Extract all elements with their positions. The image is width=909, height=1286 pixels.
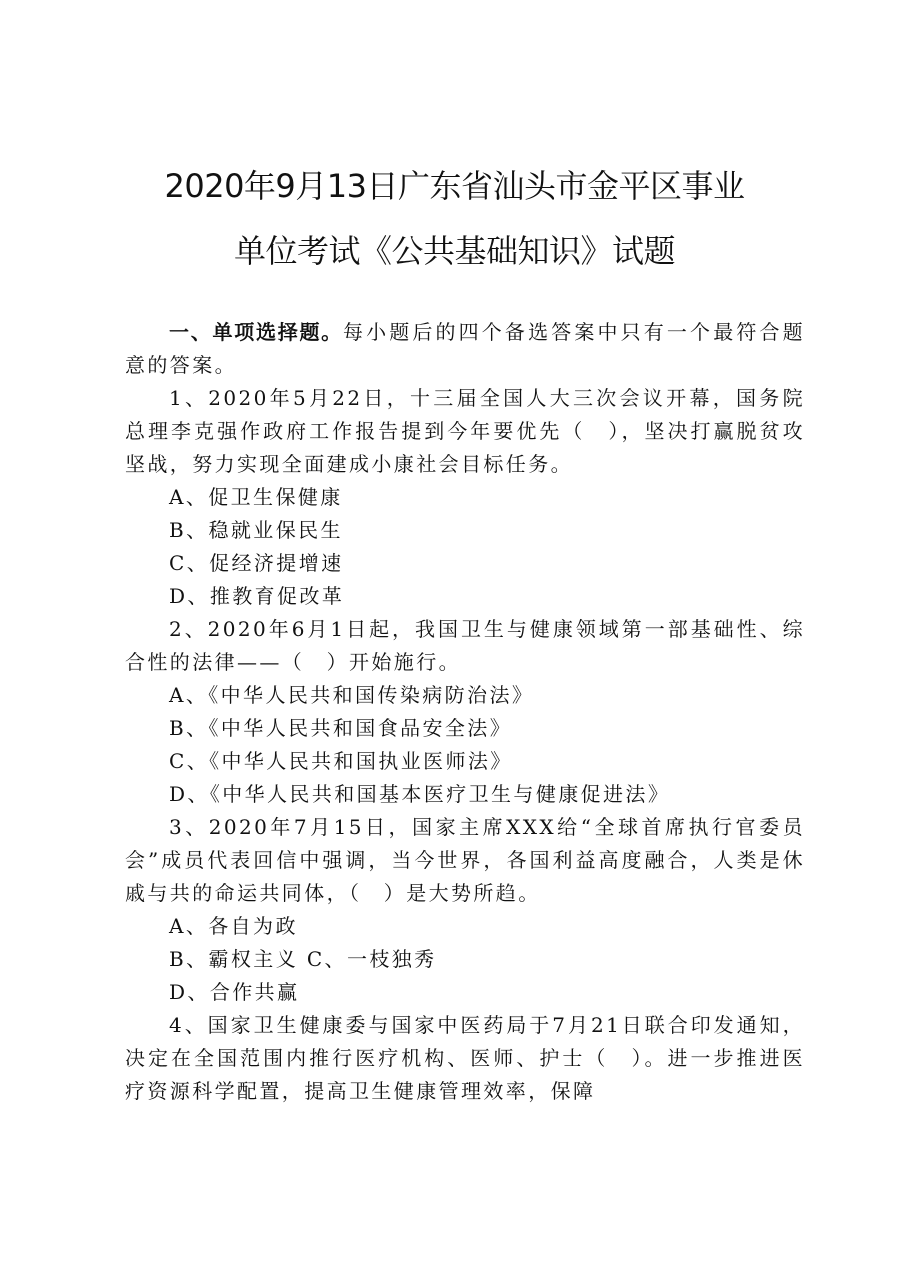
answer-option: C、促经济提增速 (169, 551, 344, 575)
answer-option: D、《中华人民共和国基本医疗卫生与健康促进法》 (169, 782, 671, 806)
question-stem: 3、2020年7月15日，国家主席XXX给“全球首席执行官委员会”成员代表回信中强调，当今世界，各国利益高度融合，人类是休戚与共的命运共同体，（ ）是大势所趋。 (125, 815, 805, 905)
answer-option: B、霸权主义 C、一枝独秀 (169, 947, 437, 971)
answer-option: A、《中华人民共和国传染病防治法》 (169, 683, 535, 707)
question-stem: 2、2020年6月1日起，我国卫生与健康领域第一部基础性、综合性的法律——（ ）开始施行。 (125, 617, 805, 674)
answer-option: B、《中华人民共和国食品安全法》 (169, 716, 513, 740)
question-stem: 1、2020年5月22日，十三届全国人大三次会议开幕，国务院总理李克强作政府工作报告提到今年要优先（ ），坚决打赢脱贫攻坚战，努力实现全面建成小康社会目标任务。 (125, 386, 805, 476)
section-heading: 一、单项选择题。 (169, 320, 343, 344)
section-instruction: 每小题后的四个备选答案中只有一个最符合题意的答案。 (125, 320, 806, 377)
question-stem: 4、国家卫生健康委与国家中医药局于7月21日联合印发通知，决定在全国范围内推行医疗机构、医师、护士（ ）。进一步推进医疗资源科学配置，提高卫生健康管理效率，保障 (125, 1013, 805, 1103)
answer-option: A、各自为政 (169, 914, 298, 938)
answer-option: D、合作共赢 (169, 980, 300, 1004)
answer-option: D、推教育促改革 (169, 584, 345, 608)
answer-option: B、稳就业保民生 (169, 518, 343, 542)
answer-option: C、《中华人民共和国执业医师法》 (169, 749, 513, 773)
document-title-line-2: 单位考试《公共基础知识》试题 (233, 232, 675, 270)
answer-option: A、促卫生保健康 (169, 485, 343, 509)
section-intro (125, 316, 805, 382)
document-title-line-1: 2020年9月13日广东省汕头市金平区事业 (164, 167, 745, 205)
document-body (125, 316, 805, 1108)
